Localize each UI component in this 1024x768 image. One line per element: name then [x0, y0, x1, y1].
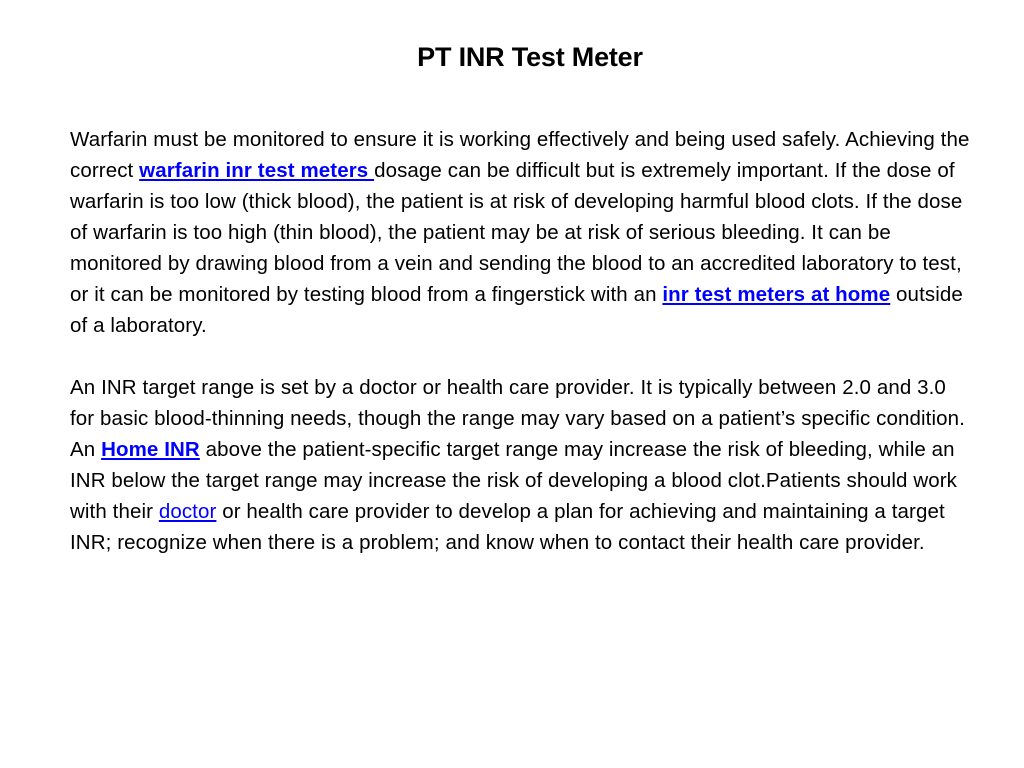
link-warfarin-inr-test-meters[interactable]: warfarin inr test meters — [139, 159, 375, 182]
slide-body — [70, 124, 975, 589]
paragraph-text: outside of a laboratory. — [70, 283, 963, 337]
paragraph-inr-target-range — [70, 372, 975, 558]
paragraph-text: An INR target range is set by a doctor or health care provider. It is typically between 2.0 and 3.0 for basic blood-thinning needs, though the range may vary based on a patient’s specific condition. An — [70, 376, 965, 461]
link-home-inr[interactable]: Home INR — [101, 438, 200, 461]
paragraph-text: Warfarin must be monitored to ensure it is working effectively and being used safely. Achieving the correct — [70, 128, 970, 182]
link-inr-test-meters-at-home[interactable]: inr test meters at home — [662, 283, 891, 306]
slide-title: PT INR Test Meter — [417, 42, 643, 72]
paragraph-text: above the patient-specific target range may increase the risk of bleeding, while an INR below the target range may increase the risk of developing a blood clot.Patients should work with their — [70, 438, 958, 523]
paragraph-text: dosage can be difficult but is extremely important. If the dose of warfarin is too low (thick blood), the patient is at risk of developing harmful blood clots. If the dose of warfarin is too high (thin blood), the patient may be at risk of serious bleeding. It can be monitored by drawing blood from a vein and sending the blood to an accredited laboratory to test, or it can be monitored by testing blood from a fingerstick with an — [70, 159, 963, 306]
paragraph-text: or health care provider to develop a plan for achieving and maintaining a target INR; recognize when there is a problem; and know when to contact their health care provider. — [70, 500, 945, 554]
paragraph-warfarin-monitoring — [70, 124, 975, 341]
link-doctor[interactable]: doctor — [158, 500, 217, 523]
